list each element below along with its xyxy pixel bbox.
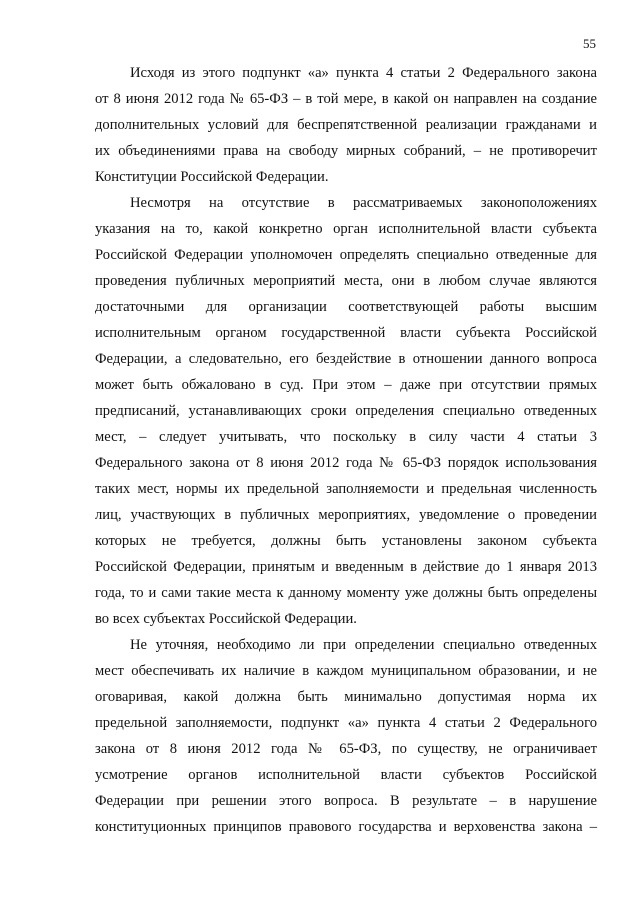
text-line: мест, – следует учитывать, что поскольку в силу части 4 статьи 3 [95,429,597,445]
text-line: проведения публичных мероприятий места, они в любом случае являются [95,273,597,289]
text-line: года, то и сами такие места к данному моменту уже должны быть определены [95,585,597,601]
text-line: Федерального закона от 8 июня 2012 года № 65-ФЗ порядок использования [95,455,597,471]
text-line: достаточными для организации соответствующей работы высшим [95,299,597,315]
text-line: конституционных принципов правового государства и верховенства закона – [95,819,597,835]
text-line: лиц, участвующих в публичных мероприятиях, уведомление о проведении [95,507,597,523]
text-line: Федерации, а следовательно, его бездействие в отношении данного вопроса [95,351,597,367]
text-line: исполнительным органом государственной власти субъекта Российской [95,325,597,341]
text-line: предельной заполняемости, подпункт «а» пункта 4 статьи 2 Федерального [95,715,597,731]
text-line: оговаривая, какой должна быть минимально допустимая норма их [95,689,597,705]
text-line: Исходя из этого подпункт «а» пункта 4 статьи 2 Федерального закона [130,65,597,81]
text-line: Конституции Российской Федерации. [95,169,329,185]
text-line: во всех субъектах Российской Федерации. [95,611,357,627]
text-line: дополнительных условий для беспрепятственной реализации гражданами и [95,117,597,133]
text-line: Несмотря на отсутствие в рассматриваемых законоположениях [130,195,597,211]
text-line: предписаний, устанавливающих сроки определения специально отведенных [95,403,597,419]
text-line: их объединениями права на свободу мирных собраний, – не противоречит [95,143,597,159]
text-line: Не уточняя, необходимо ли при определении специально отведенных [130,637,597,653]
text-line: Российской Федерации уполномочен определять специально отведенные для [95,247,597,263]
text-line: закона от 8 июня 2012 года № 65-ФЗ, по существу, не ограничивает [95,741,597,757]
page-number: 55 [583,36,596,51]
text-line: Российской Федерации, принятым и введенным в действие до 1 января 2013 [95,559,597,575]
text-line: указания на то, какой конкретно орган исполнительной власти субъекта [95,221,597,237]
text-line: от 8 июня 2012 года № 65-ФЗ – в той мере, в какой он направлен на создание [95,91,597,107]
text-line: усмотрение органов исполнительной власти субъектов Российской [95,767,597,783]
text-line: может быть обжаловано в суд. При этом – даже при отсутствии прямых [95,377,597,393]
text-line: мест обеспечивать их наличие в каждом муниципальном образовании, и не [95,663,597,679]
text-line: которых не требуется, должны быть установлены законом субъекта [95,533,597,549]
text-line: таких мест, нормы их предельной заполняемости и предельная численность [95,481,597,497]
text-line: Федерации при решении этого вопроса. В результате – в нарушение [95,793,597,809]
